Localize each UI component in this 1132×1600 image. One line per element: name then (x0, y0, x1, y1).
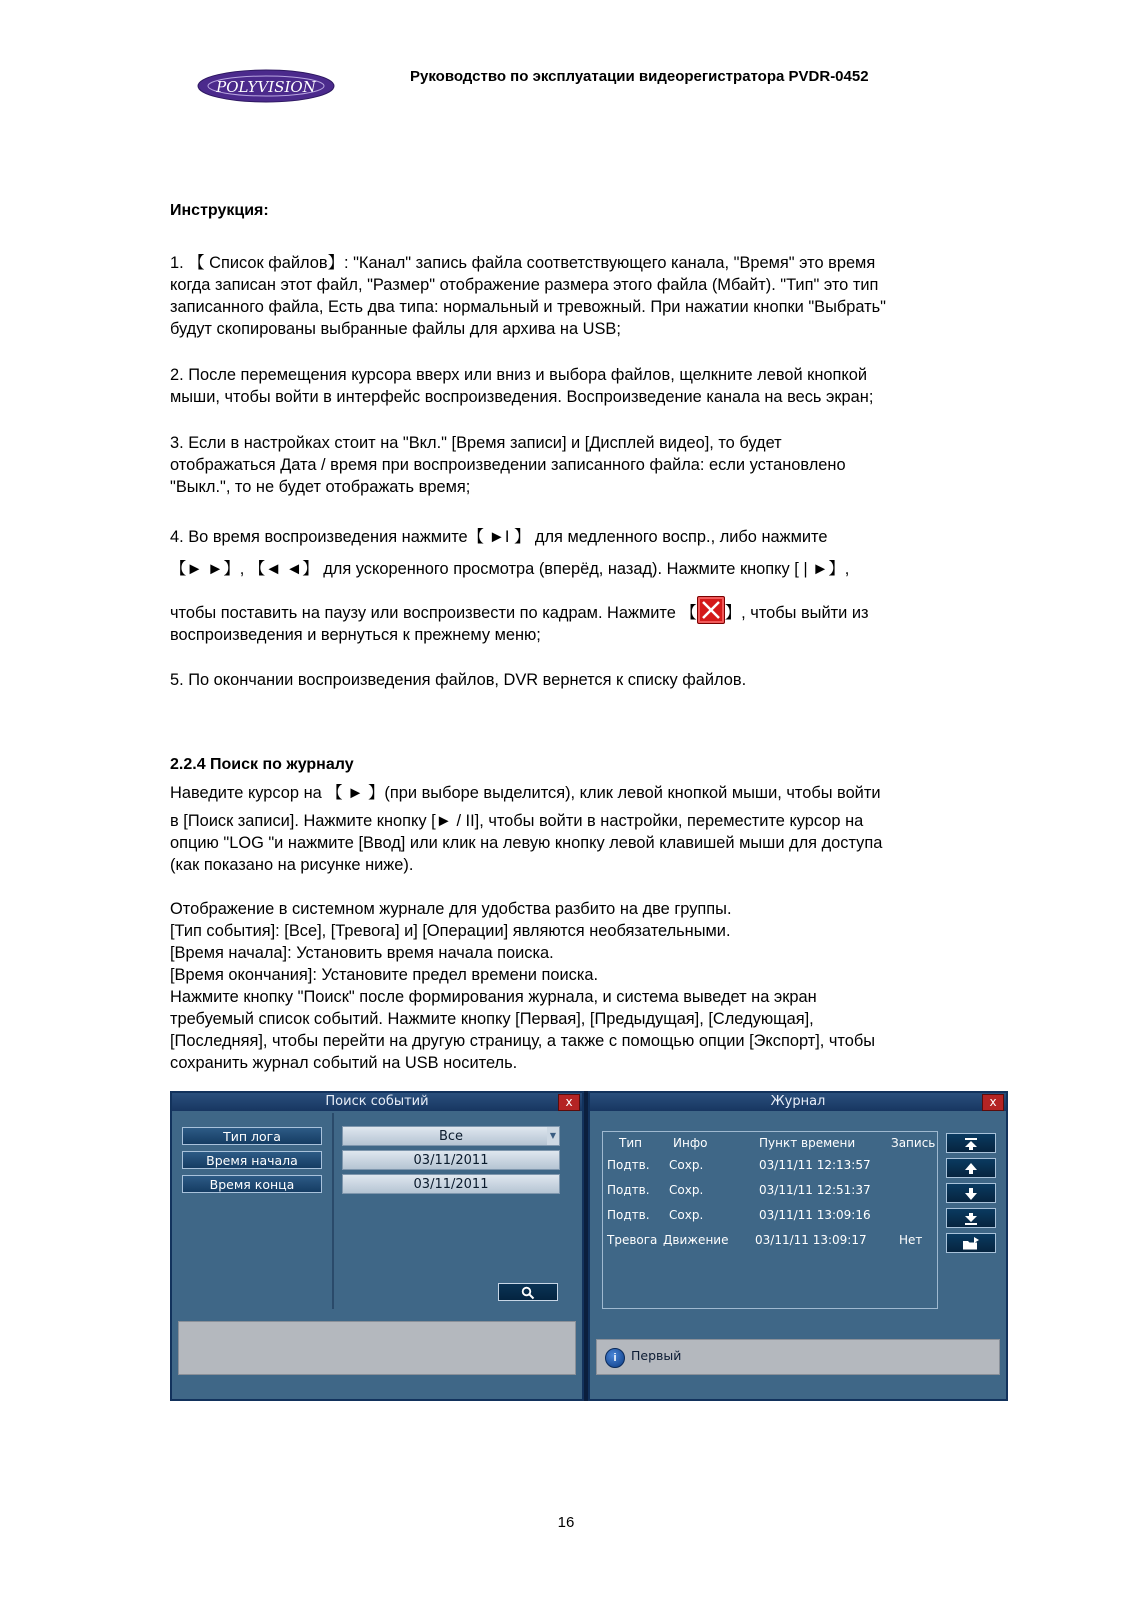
close-button[interactable]: x (982, 1094, 1004, 1111)
info-icon: i (605, 1348, 625, 1368)
table-row[interactable] (603, 1208, 937, 1226)
export-button[interactable] (946, 1233, 996, 1253)
text-line: 5. По окончании воспроизведения файлов, DVR вернется к списку файлов. (170, 671, 747, 689)
status-bar (178, 1321, 576, 1375)
paragraph-4-line3 (170, 596, 1010, 646)
table-row[interactable] (603, 1158, 937, 1176)
text-line: требуемый список событий. Нажмите кнопку [Первая], [Предыдущая], [Следующая], (170, 1010, 814, 1028)
log-type-select[interactable] (342, 1126, 560, 1146)
cell-info: Движение (663, 1233, 729, 1247)
text-line: [Время окончания]: Установите предел времени поиска. (170, 966, 599, 984)
text-line: 3. Если в настройках стоит на "Вкл." [Время записи] и [Дисплей видео], то будет (170, 434, 782, 452)
cell-type: Подтв. (607, 1183, 650, 1197)
column-header: Тип (619, 1136, 642, 1150)
text-line: в [Поиск записи]. Нажмите кнопку [► / II], чтобы войти в настройки, переместите курсор на (170, 812, 864, 830)
text-line: Наведите курсор на 【 ► 】(при выборе выделится), клик левой кнопкой мыши, чтобы войти (170, 784, 881, 802)
cell-info: Сохр. (669, 1158, 704, 1172)
dvr-screenshot (170, 1091, 1008, 1401)
text-line: отображаться Дата / время при воспроизведении записанного файла: если установлено (170, 456, 846, 474)
divider (332, 1113, 334, 1309)
paragraph-2 (170, 364, 1010, 408)
start-time-label[interactable]: Время начала (182, 1151, 322, 1169)
paragraph-3 (170, 432, 1010, 498)
cell-time: 03/11/11 12:13:57 (759, 1158, 871, 1172)
text-line: 2. После перемещения курсора вверх или вниз и выбора файлов, щелкните левой кнопкой (170, 366, 868, 384)
cell-time: 03/11/11 13:09:17 (755, 1233, 867, 1247)
document-title: Руководство по эксплуатации видеорегистратора PVDR-0452 (410, 68, 869, 85)
column-header: Пункт времени (759, 1136, 856, 1150)
cell-record: Нет (899, 1233, 923, 1247)
table-row[interactable] (603, 1233, 937, 1251)
text-line: 4. Во время воспроизведения нажмите【 ►I 】 для медленного воспр., либо нажмите (170, 528, 828, 546)
text-line: записанного файла, Есть два типа: нормальный и тревожный. При нажатии кнопки "Выбрать" (170, 298, 886, 316)
text-line: [Последняя], чтобы перейти на другую страницу, а также с помощью опции [Экспорт], чтобы (170, 1032, 876, 1050)
chevron-down-icon: ▼ (547, 1127, 559, 1145)
last-page-icon (963, 1212, 979, 1226)
page-number: 16 (557, 1514, 575, 1531)
first-page-button[interactable] (946, 1133, 996, 1153)
log-header (603, 1136, 937, 1154)
status-text: Первый (631, 1348, 682, 1363)
log-type-value: Все (438, 1129, 464, 1144)
cell-type: Подтв. (607, 1208, 650, 1222)
cell-time: 03/11/11 13:09:16 (759, 1208, 871, 1222)
search-button[interactable] (498, 1283, 558, 1301)
folder-export-icon (962, 1237, 980, 1251)
column-header: Запись (891, 1136, 936, 1150)
text-line: (как показано на рисунке ниже). (170, 856, 414, 874)
text-line: "Выкл.", то не будет отображать время; (170, 478, 471, 496)
log-type-label[interactable]: Тип лога (182, 1127, 322, 1145)
column-header: Инфо (673, 1136, 708, 1150)
log-list (602, 1131, 938, 1309)
cell-info: Сохр. (669, 1208, 704, 1222)
next-page-button[interactable] (946, 1183, 996, 1203)
cell-type: Подтв. (607, 1158, 650, 1172)
text-span: чтобы поставить на паузу или воспроизвести по кадрам. Нажмите 【 (170, 604, 697, 622)
text-line: когда записан этот файл, "Размер" отображение размера этого файла (Мбайт). "Тип" это тип (170, 276, 879, 294)
end-date-field[interactable]: 03/11/2011 (342, 1174, 560, 1194)
paragraph-5 (170, 669, 1010, 691)
text-line: воспроизведения и вернуться к прежнему меню; (170, 626, 541, 644)
event-search-window (170, 1091, 584, 1401)
end-time-label[interactable]: Время конца (182, 1175, 322, 1193)
table-row[interactable] (603, 1183, 937, 1201)
status-bar (596, 1339, 1000, 1375)
paragraph-4-line2 (170, 558, 1010, 580)
section-heading: 2.2.4 Поиск по журналу (170, 756, 354, 773)
text-line: 【► ►】, 【◄ ◄】 для ускоренного просмотра (вперёд, назад). Нажмите кнопку [ | ►】, (170, 560, 850, 578)
text-line: Отображение в системном журнале для удобства разбито на две группы. (170, 900, 732, 918)
journal-title: Журнал (590, 1093, 1006, 1111)
polyvision-logo (196, 66, 336, 106)
search-icon (521, 1286, 535, 1300)
text-line: [Время начала]: Установить время начала поиска. (170, 944, 554, 962)
first-page-icon (963, 1137, 979, 1151)
last-page-button[interactable] (946, 1208, 996, 1228)
text-line: 1. 【 Список файлов】: "Канал" запись файла соответствующего канала, "Время" это время (170, 254, 876, 272)
arrow-up-icon (963, 1162, 979, 1176)
paragraph-1 (170, 252, 1010, 340)
section-paragraph-2 (170, 898, 1010, 1074)
close-icon (697, 596, 725, 624)
arrow-down-icon (963, 1187, 979, 1201)
text-line: сохранить журнал событий на USB носитель. (170, 1054, 518, 1072)
previous-page-button[interactable] (946, 1158, 996, 1178)
text-line: мыши, чтобы войти в интерфейс воспроизведения. Воспроизведение канала на весь экран; (170, 388, 874, 406)
journal-window (588, 1091, 1008, 1401)
cell-type: Тревога (607, 1233, 658, 1247)
event-search-title: Поиск событий (172, 1093, 582, 1111)
text-line: будут скопированы выбранные файлы для архива на USB; (170, 320, 621, 338)
text-line: [Тип события]: [Все], [Тревога] и] [Операции] являются необязательными. (170, 922, 731, 940)
instructions-heading: Инструкция: (170, 202, 269, 219)
section-paragraph-1 (170, 782, 1010, 876)
close-button[interactable]: x (558, 1094, 580, 1111)
svg-text:POLYVISION: POLYVISION (216, 78, 316, 96)
text-line: Нажмите кнопку "Поиск" после формирования журнала, и система выведет на экран (170, 988, 817, 1006)
text-span: 】, чтобы выйти из (724, 604, 869, 622)
cell-time: 03/11/11 12:51:37 (759, 1183, 871, 1197)
text-line: опцию "LOG "и нажмите [Ввод] или клик на левую кнопку левой клавишей мыши для доступа (170, 834, 883, 852)
paragraph-4 (170, 526, 1010, 548)
cell-info: Сохр. (669, 1183, 704, 1197)
start-date-field[interactable]: 03/11/2011 (342, 1150, 560, 1170)
